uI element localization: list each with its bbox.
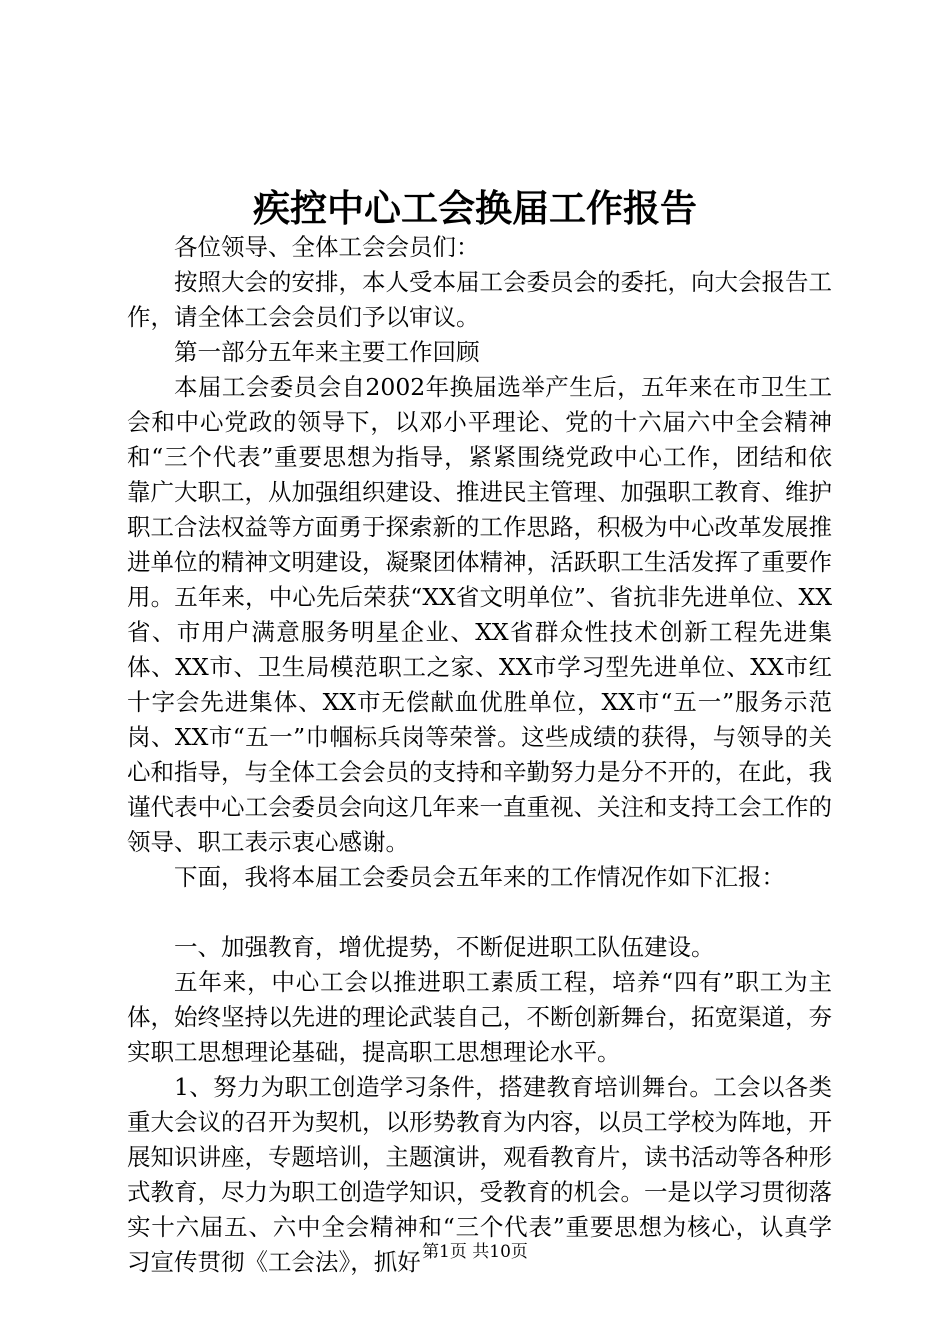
page-number-footer: 第1页 共10页	[422, 1242, 528, 1262]
review-paragraph: 本届工会委员会自2002年换届选举产生后，五年来在市卫生工会和中心党政的领导下，以邓小平理论、党的十六届六中全会精神和“三个代表”重要思想为指导，紧紧围绕党政中心工作，团结和依靠广大职工，从加强组织建设、推进民主管理、加强职工教育、维护职工合法权益等方面勇于探索新的工作思路，积极为中心改革发展推进单位的精神文明建设，凝聚团体精神，活跃职工生活发挥了重要作用。五年来，中心先后荣获“XX省文明单位”、省抗非先进单位、XX省、市用户满意服务明星企业、XX省群众性技术创新工程先进集体、XX市、卫生局模范职工之家、XX市学习型先进单位、XX市红十字会先进集体、XX市无偿献血优胜单位，XX市“五一”服务示范岗、XX市“五一”巾帼标兵岗等荣誉。这些成绩的获得，与领导的关心和指导，与全体工会会员的支持和辛勤努力是分不开的，在此，我谨代表中心工会委员会向这几年来一直重视、关注和支持工会工作的领导、职工表示衷心感谢。	[127, 373, 832, 856]
learning-conditions-paragraph: 1、努力为职工创造学习条件，搭建教育培训舞台。工会以各类重大会议的召开为契机，以形势教育为内容，以员工学校为阵地，开展知识讲座，专题培训，主题演讲，观看教育片，读书活动等各种形式教育，尽力为职工创造学知识，受教育的机会。一是以学习贯彻落实十六届五、六中全会精神和“三个代表”重要思想为核心，认真学习宣传贯彻《工会法》，抓好	[127, 1073, 832, 1276]
report-lead-paragraph: 下面，我将本届工会委员会五年来的工作情况作如下汇报：	[174, 863, 785, 891]
document-body	[127, 230, 832, 1280]
subsection-heading-one: 一、加强教育，增优提势，不断促进职工队伍建设。	[174, 933, 715, 961]
education-paragraph: 五年来，中心工会以推进职工素质工程，培养“四有”职工为主体，始终坚持以先进的理论武装自己，不断创新舞台，拓宽渠道，夯实职工思想理论基础，提高职工思想理论水平。	[127, 968, 832, 1066]
section-heading-part-one: 第一部分五年来主要工作回顾	[174, 338, 480, 366]
document-title: 疾控中心工会换届工作报告	[253, 186, 697, 230]
intro-paragraph: 按照大会的安排，本人受本届工会委员会的委托，向大会报告工作，请全体工会会员们予以审议。	[127, 268, 832, 331]
salutation-paragraph: 各位领导、全体工会会员们：	[174, 233, 480, 261]
